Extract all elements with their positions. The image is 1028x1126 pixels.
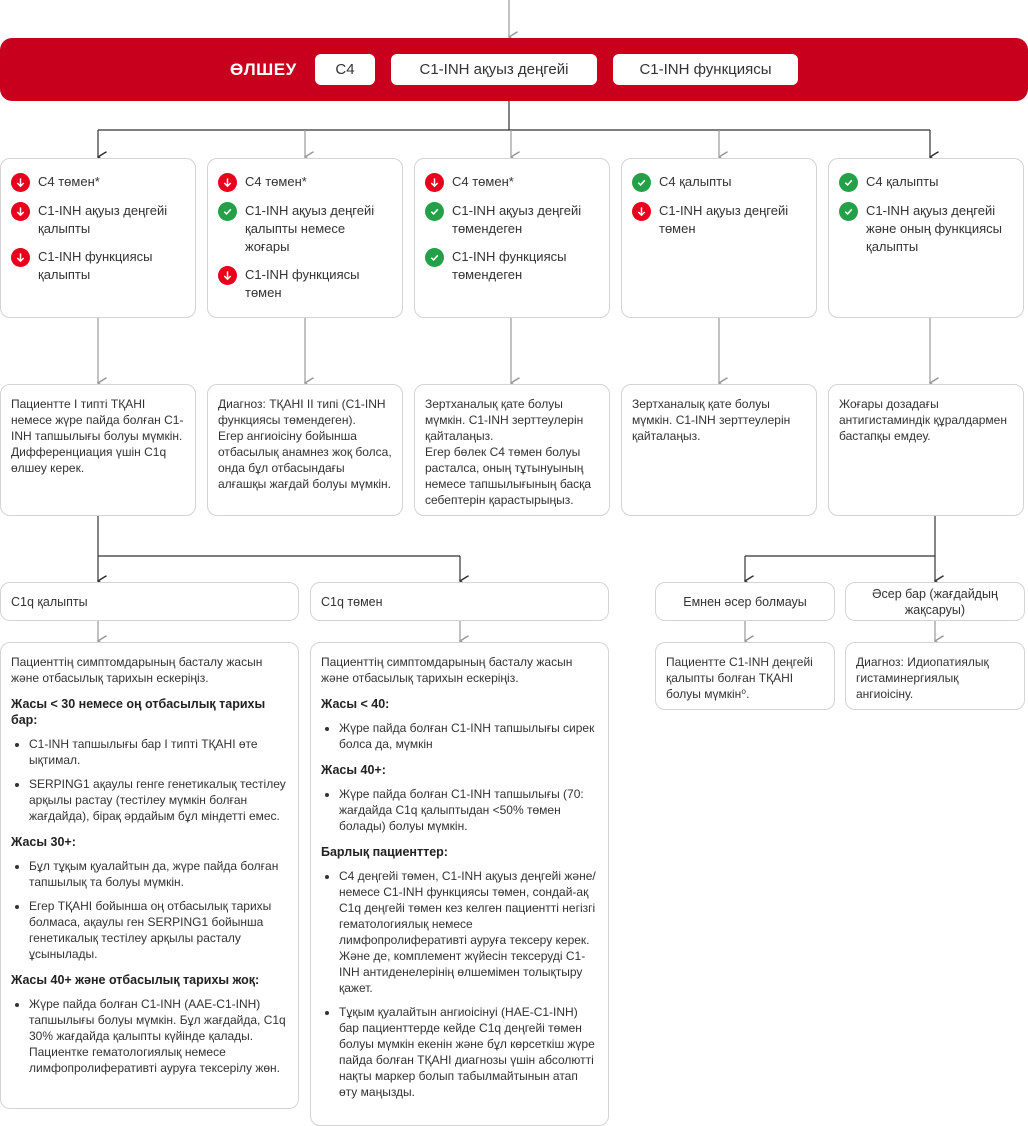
arrow-down-icon	[632, 202, 651, 221]
c1q-normal-detail-box	[0, 642, 299, 1109]
arrow-down-icon	[425, 173, 444, 192]
response-box	[845, 582, 1025, 621]
pill-c1inh-function: C1-INH функциясы	[613, 54, 798, 85]
criteria-text: C1-INH функциясы төмендеген	[452, 249, 567, 282]
detail-heading: Жасы 30+:	[11, 835, 76, 849]
criteria-item	[11, 248, 185, 284]
c1q-normal-box	[0, 582, 299, 621]
detail-list	[321, 720, 598, 752]
c1q-normal-label: C1q қалыпты	[11, 594, 88, 609]
c1q-low-box	[310, 582, 609, 621]
c1q-low-label: C1q төмен	[321, 594, 383, 609]
criteria-text: C1-INH ақуыз деңгейі төмен	[659, 203, 789, 236]
criteria-text: C4 төмен*	[38, 174, 100, 189]
criteria-item	[632, 173, 806, 192]
criteria-item	[218, 266, 392, 302]
check-icon	[218, 202, 237, 221]
criteria-text: C1-INH функциясы төмен	[245, 267, 360, 300]
criteria-box-2	[207, 158, 403, 318]
result-box-1: Пациентте I типті ТҚАНІ немесе жүре пайда болған C1-INH тапшылығы болуы мүмкін. Дифференциация үшін C1q өлшеу керек.	[0, 384, 196, 516]
banner-title: ӨЛШЕУ	[230, 60, 297, 79]
detail-bullet: • Егер ТҚАНІ бойынша оң отбасылық тарихы болмаса, ақаулы ген SERPING1 бойынша генетикалық тестілеу арқылы расталу ұсынылады.	[29, 898, 288, 962]
arrow-down-icon	[11, 173, 30, 192]
detail-list	[11, 858, 288, 962]
no-response-result-box: Пациентте C1-INH деңгейі қалыпты болған ТҚАНІ болуы мүмкін⁰.	[655, 642, 835, 710]
criteria-text: C4 төмен*	[245, 174, 307, 189]
criteria-item	[11, 202, 185, 238]
criteria-text: C1-INH ақуыз деңгейі қалыпты немесе жоғары	[245, 203, 375, 254]
criteria-box-5	[828, 158, 1024, 318]
criteria-box-4	[621, 158, 817, 318]
detail-list	[321, 868, 598, 1100]
arrow-down-icon	[218, 266, 237, 285]
detail-bullet: • Жүре пайда болған C1-INH (AAE-C1-INH) тапшылығы болуы мүмкін. Бұл жағдайда, C1q 30% жағдайда қалыпты күйінде қалады. Пациентке гематологиялық немесе лимфопролиферативті ауруға тексерілу жөн.	[29, 996, 288, 1076]
criteria-item	[425, 202, 599, 238]
no-response-label: Емнен әсер болмауы	[683, 594, 807, 609]
pill-c1inh-protein: C1-INH ақуыз деңгейі	[391, 54, 597, 85]
criteria-item	[218, 173, 392, 192]
detail-bullet: • C4 деңгейі төмен, C1-INH ақуыз деңгейі және/немесе C1-INH функциясы төмен, сондай-ақ C1q деңгейі төмен кез келген пациентті негізгі гематологиялық немесе лимфопролиферативті ауруға тексеру керек. Және де, комплемент жүйесін тексеруді C1-INH антиденелерінің өлшемімен толықтыру қажет.	[339, 868, 598, 996]
check-icon	[839, 202, 858, 221]
result-box-3: Зертханалық қате болуы мүмкін. C1-INH зерттеулерін қайталаңыз. Егер бөлек C4 төмен болуы расталса, оның тұтынуының немесе тапшылығының басқа себептерін қарастырыңыз.	[414, 384, 610, 516]
arrow-down-icon	[218, 173, 237, 192]
criteria-text: C4 төмен*	[452, 174, 514, 189]
detail-bullet: • C1-INH тапшылығы бар I типті ТҚАНІ өте ықтимал.	[29, 736, 288, 768]
detail-list	[11, 736, 288, 824]
detail-intro: Пациенттің симптомдарының басталу жасын және отбасылық тарихын ескеріңіз.	[11, 655, 263, 685]
result-box-2: Диагноз: ТҚАНІ II типі (C1-INH функциясы төмендеген). Егер ангиоісіну бойынша отбасылық анамнез жоқ болса, онда бұл отбасындағы алғашқы жағдай болуы мүмкін.	[207, 384, 403, 516]
criteria-item	[839, 173, 1013, 192]
c1q-low-detail-box	[310, 642, 609, 1126]
arrow-down-icon	[11, 248, 30, 267]
criteria-item	[632, 202, 806, 238]
criteria-item	[11, 173, 185, 192]
check-icon	[632, 173, 651, 192]
criteria-text: C4 қалыпты	[866, 174, 939, 189]
criteria-text: C1-INH ақуыз деңгейі және оның функциясы қалыпты	[866, 203, 1002, 254]
check-icon	[839, 173, 858, 192]
detail-bullet: • SERPING1 ақаулы генге генетикалық тестілеу арқылы растау (тестілеу мүмкін болған жағдайда), бірақ әрдайым бұл міндетті емес.	[29, 776, 288, 824]
criteria-box-1	[0, 158, 196, 318]
criteria-text: C1-INH функциясы қалыпты	[38, 249, 153, 282]
response-result-box: Диагноз: Идиопатиялық гистаминергиялық ангиоісіну.	[845, 642, 1025, 710]
criteria-box-3	[414, 158, 610, 318]
response-label: Әсер бар (жағдайдың жақсаруы)	[872, 586, 998, 617]
no-response-box	[655, 582, 835, 621]
detail-bullet: • Тұқым қуалайтын ангиоісінуі (HAE-C1-INH) бар пациенттерде кейде C1q деңгейі төмен болуы мүмкін екенін және бұл көрсеткіш жүре пайда болған ТҚАНІ диагнозы үшін абсолютті нақты маркер болып табылмайтынын атап өту маңызды.	[339, 1004, 598, 1100]
detail-bullet: • Бұл тұқым қуалайтын да, жүре пайда болған тапшылық та болуы мүмкін.	[29, 858, 288, 890]
detail-intro: Пациенттің симптомдарының басталу жасын және отбасылық тарихын ескеріңіз.	[321, 655, 573, 685]
pill-c4: C4	[315, 54, 375, 85]
criteria-item	[218, 202, 392, 256]
detail-heading: Жасы < 40:	[321, 697, 390, 711]
criteria-item	[425, 248, 599, 284]
detail-heading: Жасы 40+ және отбасылық тарихы жоқ:	[11, 973, 260, 987]
criteria-text: C1-INH ақуыз деңгейі төмендеген	[452, 203, 582, 236]
criteria-text: C4 қалыпты	[659, 174, 732, 189]
arrow-down-icon	[11, 202, 30, 221]
detail-list	[321, 786, 598, 834]
criteria-item	[839, 202, 1013, 256]
criteria-item	[425, 173, 599, 192]
criteria-text: C1-INH ақуыз деңгейі қалыпты	[38, 203, 168, 236]
detail-heading: Жасы < 30 немесе оң отбасылық тарихы бар:	[11, 697, 266, 727]
result-box-5: Жоғары дозадағы антигистаминдік құралдармен бастапқы емдеу.	[828, 384, 1024, 516]
detail-bullet: • Жүре пайда болған C1-INH тапшылығы сирек болса да, мүмкін	[339, 720, 598, 752]
detail-bullet: • Жүре пайда болған C1-INH тапшылығы (70: жағдайда C1q қалыптыдан <50% төмен болады) болуы мүмкін.	[339, 786, 598, 834]
check-icon	[425, 202, 444, 221]
check-icon	[425, 248, 444, 267]
detail-heading: Жасы 40+:	[321, 763, 386, 777]
detail-list	[11, 996, 288, 1076]
detail-heading: Барлық пациенттер:	[321, 845, 448, 859]
result-box-4: Зертханалық қате болуы мүмкін. C1-INH зерттеулерін қайталаңыз.	[621, 384, 817, 516]
